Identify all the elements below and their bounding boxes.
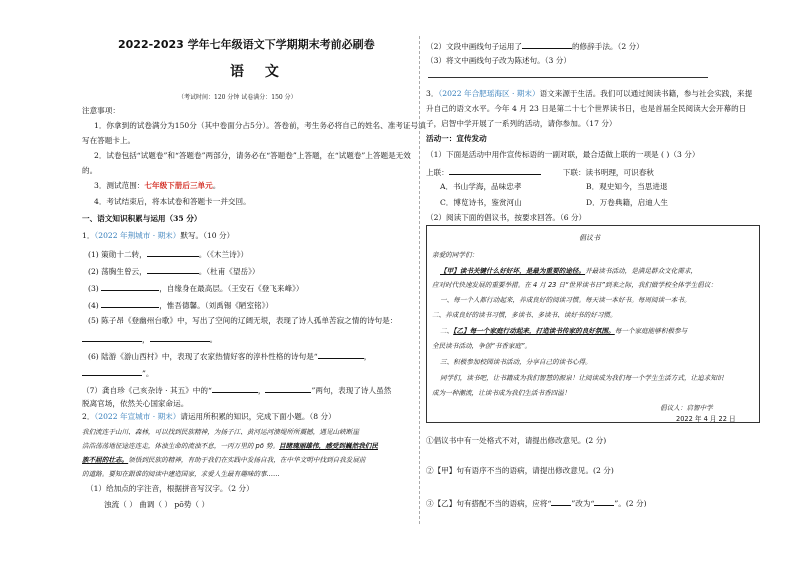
couplet — [426, 166, 654, 178]
answer-blank[interactable] — [265, 384, 311, 393]
dictation-4-source: ，惟吾德馨。（刘禹锡《陋室铭》） — [159, 301, 274, 310]
letter-line-5 — [440, 326, 687, 336]
section-1-heading: 一、语文知识积累与运用（35 分） — [82, 214, 202, 223]
dictation-1-prefix: (1) 策勋十二转， — [88, 250, 147, 259]
dictation-2-source: 。（杜甫《望岳》） — [198, 267, 260, 276]
question-3 — [426, 89, 752, 99]
passage-line-3 — [82, 455, 366, 465]
note-2b: 的。 — [82, 166, 98, 175]
letter-line-4: 二、养成良好的读书习惯，多读书、多读书、读好书的好习惯。 — [432, 311, 617, 319]
question-1 — [82, 231, 234, 241]
subject-heading: 语 文 — [230, 64, 287, 80]
passage-2a: 浩浩荡荡地征途连连走，体浊生命的流浊不息，一丙万里的 pō 势。 — [82, 442, 280, 450]
dictation-6-prefix: (6) 陆游《游山西村》中，表现了农家热情好客的淳朴性格的诗句是“ — [88, 352, 318, 361]
answer-blank[interactable] — [101, 282, 159, 291]
note-3-prefix: 3．测试范围： — [94, 181, 145, 190]
correction-1: ①倡议书中有一处格式不对，请提出修改意见。(2 分) — [426, 436, 607, 445]
letter-line-5-rest: 每一个家庭能够积极参与 — [614, 327, 688, 335]
letter-line-6: 全民读书活动，争创“书香家庭”。 — [432, 342, 532, 350]
dictation-3-source: ，自缘身在最高层。（王安石《登飞来峰》） — [159, 284, 304, 293]
correction-2: ②【甲】句有语序不当的语病，请提出修改意见。(2 分) — [426, 466, 614, 475]
option-a[interactable]: A．书山学海，品味忠孝 — [440, 182, 522, 191]
sentence-yi: 【乙】每一个家庭行动起来，打造读书传家的良好氛围。 — [453, 327, 615, 335]
answer-blank[interactable] — [82, 367, 142, 376]
letter-line-1-rest: 并最读书活动，是满足群众文化需求， — [585, 267, 698, 275]
letter-line-1 — [440, 266, 697, 276]
answer-blank[interactable] — [82, 333, 142, 342]
dictation-2-prefix: (2) 荡胸生曾云， — [88, 267, 147, 276]
letter-line-9: 成为一种潮流，让读书成为我们生活书香四溢！ — [432, 389, 571, 397]
option-d[interactable]: D．万卷典籍，启迪人生 — [586, 198, 669, 207]
dictation-4 — [88, 299, 273, 311]
letter-line-8: 同学们，读书吧，让书籍成为我们智慧的源泉！让阅读成为我们每一个学生生活方式，让追求知识 — [440, 374, 724, 382]
answer-line — [428, 77, 708, 78]
sub2-prefix: （2）文段中画线句子运用了 — [426, 42, 522, 51]
letter-line-3: 一、每一个人都行动起来，养成良好的阅读习惯。每天读一本好书。每周阅读一本书。 — [440, 296, 691, 304]
answer-blank[interactable] — [147, 265, 199, 274]
dictation-7b: 脱离官场，依然关心国家命运。 — [82, 399, 189, 408]
note-3 — [94, 181, 220, 191]
column-divider — [419, 36, 420, 524]
answer-blank[interactable] — [150, 333, 210, 342]
q3-line-3: 子，启智中学开展了一系列的活动，请你参加。（17 分） — [426, 119, 617, 128]
dictation-1-source: 。（《木兰诗》） — [198, 250, 249, 259]
letter-line-2: 应对时代快速发展的重要举措。在 4 月 23 日“世界读书日”到来之际，我们做学校全体学生倡议： — [432, 281, 717, 289]
sub-question-1: （1）给加点的字注音，根据拼音写汉字。（2 分） — [86, 484, 254, 493]
note-1b: 写在答题卡上。 — [82, 136, 136, 145]
correction-3-suffix: ”。(2 分) — [614, 499, 647, 508]
q2-text: 请运用所积累的知识，完成下面小题。（8 分） — [180, 412, 336, 421]
q3-number: 3． — [426, 89, 439, 98]
dictation-4-prefix: (4) — [88, 301, 99, 310]
letter-title: 倡议书 — [579, 234, 600, 242]
answer-blank[interactable] — [147, 248, 199, 257]
sub2-suffix: 的修辞手法。（2 分） — [571, 42, 644, 51]
notes-heading: 注意事项： — [82, 106, 120, 115]
underlined-sentence-end: 族不屈的壮志。 — [82, 456, 129, 464]
q2-source: （2022 年宣城市 · 期末） — [94, 412, 181, 421]
option-b[interactable]: B．观史知今，当思进退 — [586, 182, 668, 191]
note-4: 4．考试结束后，将本试卷和答题卡一并交回。 — [94, 197, 251, 206]
q3-text: 语文来源于生活。我们可以通过阅读书籍，参与社会实践，来提 — [539, 89, 753, 98]
activity-1-q1: （1）下面是活动中用作宣传标语的一副对联，最合适做上联的一项是 ( )（3 分） — [426, 150, 700, 159]
dictation-6a — [88, 350, 371, 362]
correction-3 — [426, 497, 647, 509]
exam-title: 2022-2023 学年七年级语文下学期期末考前必刷卷 — [118, 38, 375, 51]
activity-1-q2: （2）阅读下面的倡议书，按要求回答。（6 分） — [426, 213, 587, 222]
dictation-7-suffix: ”两句，表现了诗人虽然 — [311, 386, 392, 395]
q3-source: （2022 年合肥瑶海区 · 期末） — [438, 89, 540, 98]
dictation-6-mid: ， — [363, 352, 372, 361]
dictation-2 — [88, 265, 259, 277]
note-3-suffix: 。 — [212, 181, 221, 190]
letter-greeting: 亲爱的同学们： — [432, 251, 479, 259]
dictation-1 — [88, 248, 248, 260]
sub-question-3: （3）将文中画线句子改为陈述句。（3 分） — [426, 56, 571, 65]
passage-3b: 领悟到民族的精神，有助于我们在实践中发扬自我，在中华文明中找到自我发展前 — [128, 456, 366, 464]
couplet-lower: 下联：读书明理，可识春秋 — [562, 168, 654, 177]
note-1a: 1．你拿到的试卷满分为150分（其中卷面分占5分）。答卷前，考生务必将自己的姓名、准考证号填 — [94, 121, 426, 130]
passage-line-4: 的道路。要知在跟谁的阅读中建造国家，求爱人生最有趣味的事…… — [82, 470, 280, 478]
q3-line-2: 升自己的语文水平。今年 4 月 23 日是第二十七个世界读书日，也是首届全民阅读大会开幕的日 — [426, 104, 747, 113]
q1-source: （2022 年荆城市 · 期末） — [94, 231, 181, 240]
question-2 — [82, 412, 336, 422]
dictation-5a: (5) 陈子昂《登幽州台歌》中，写出了空间的辽阔无垠，表现了诗人孤单苦寂之情的诗句是： — [88, 316, 398, 325]
answer-blank[interactable] — [212, 384, 258, 393]
dictation-3 — [88, 282, 303, 294]
option-c[interactable]: C．博览诗书，鉴赏河山 — [440, 198, 522, 207]
dictation-7-mid: ， — [257, 386, 266, 395]
q2-number: 2． — [82, 412, 95, 421]
letter-signature: 倡议人：启智中学 — [660, 404, 713, 412]
sentence-jia: 【甲】读书关键什么好好坏，是最为重要的途径。 — [440, 267, 586, 275]
dictation-7-prefix: （7）龚自珍《己亥杂诗 · 其五》中的“ — [82, 386, 212, 395]
exam-meta: （考试时间：120 分钟 试卷满分：150 分） — [178, 94, 297, 101]
dictation-3-prefix: (3) — [88, 284, 99, 293]
couplet-upper-label: 上联： — [426, 168, 449, 177]
letter-line-5-prefix: 二、 — [440, 327, 454, 335]
passage-line-1: 我们流连于山川、森林，可以找到民族精神，为扬子江、黄河运河溃堤所所震撼，遇见山峡断崖 — [82, 428, 359, 436]
answer-blank[interactable] — [551, 497, 571, 506]
answer-blank[interactable] — [522, 40, 572, 49]
dictation-5b: ， 。 — [82, 333, 217, 345]
passage-line-2 — [82, 441, 378, 451]
answer-blank[interactable] — [594, 497, 614, 506]
pinyin-line: 浊流（ ） 曲调（ ） pō势（ ） — [104, 500, 210, 509]
letter-date: 2022 年 4 月 22 日 — [676, 415, 736, 423]
answer-blank[interactable] — [101, 299, 159, 308]
dictation-6b — [82, 367, 153, 379]
answer-blank[interactable] — [318, 350, 364, 359]
dictation-6-suffix: ”。 — [142, 369, 154, 378]
correction-3-prefix: ③【乙】句有搭配不当的语病，应将“ — [426, 499, 552, 508]
correction-3-mid: ”改为“ — [571, 499, 595, 508]
q1-text: 默写。（10 分） — [180, 231, 235, 240]
underlined-sentence: 目睹瑰丽雄伟，感受到巍然我们民 — [279, 442, 378, 450]
test-scope: 七年级下册后三单元 — [144, 181, 213, 190]
letter-line-7: 三、积极参加校园读书活动，分享自己的读书心得。 — [440, 358, 592, 366]
note-2a: 2．试卷包括“试题卷”和“答题卷”两部分，请务必在“答题卷”上答题，在“试题卷”上答题是无效 — [94, 151, 411, 160]
dictation-5-suffix: 。 — [209, 335, 218, 344]
sub-question-2 — [426, 40, 644, 52]
dictation-7a — [82, 384, 391, 396]
q1-number: 1． — [82, 231, 95, 240]
answer-blank[interactable] — [449, 166, 541, 175]
activity-1-heading: 活动一：宣传发动 — [426, 134, 487, 143]
